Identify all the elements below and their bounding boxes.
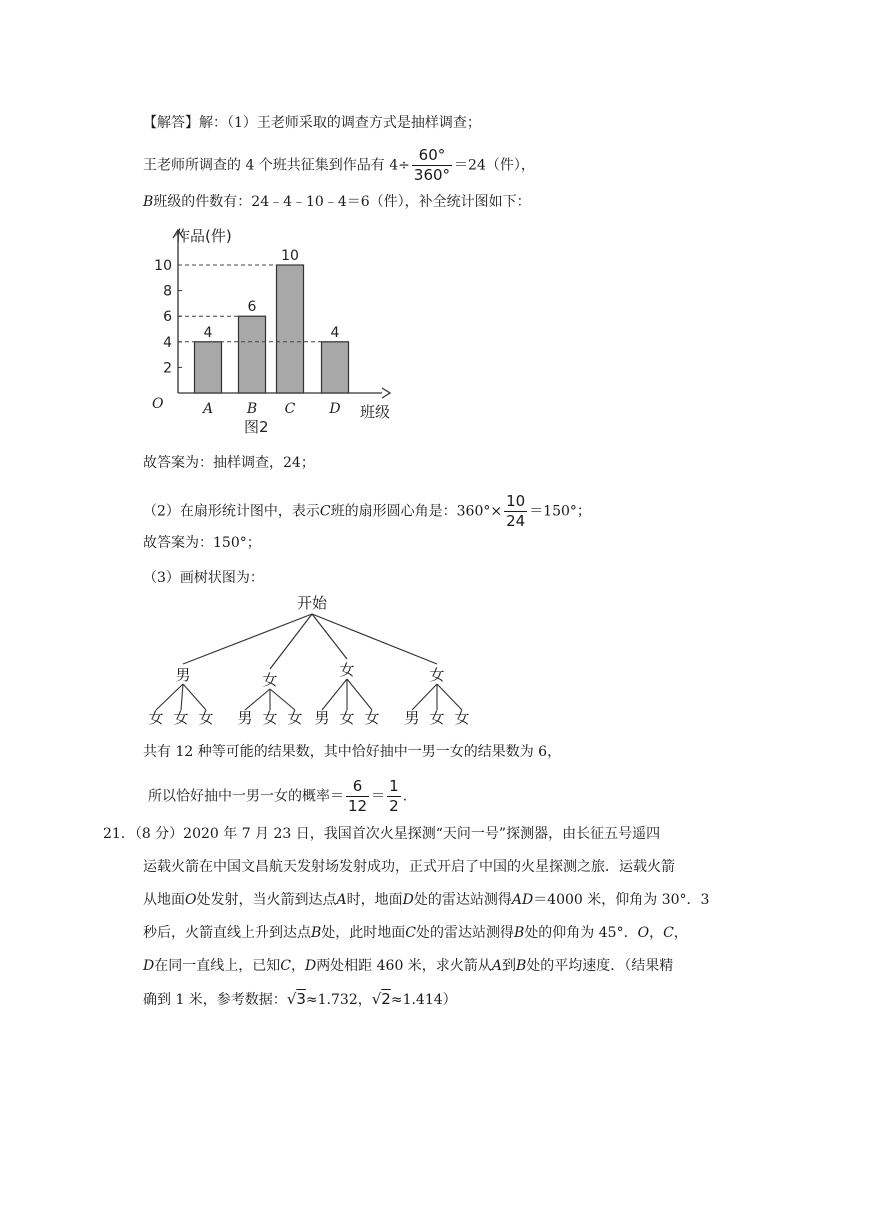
result-line-1: 共有 12 种等可能的结果数，其中恰好抽中一男一女的结果数为 6， (143, 744, 562, 760)
bar-value-label: 10 (281, 248, 299, 264)
answer-line-1: 【解答】解：（1）王老师采取的调查方式是抽样调查； (143, 115, 481, 131)
y-tick-label: 8 (163, 283, 172, 300)
fraction-6-12: $\frac{6}{12}$ (348, 777, 368, 815)
fraction-10-24: $\frac{10}{24}$ (506, 492, 526, 530)
tree-branch-label: 女 (339, 661, 355, 679)
tree-leaf-label: 女 (198, 709, 214, 727)
q21-line-6: 确到 1 米，参考数据：√3≈1.732，√2≈1.414） (143, 990, 457, 1008)
fraction-60-360: $\frac{60^\circ}{360^\circ}$ (413, 146, 451, 184)
q21-line-5: D在同一直线上，已知C，D两处相距 460 米，求火箭从A到B处的平均速度．（结果精 (143, 958, 674, 974)
tree-leaf-line (245, 689, 270, 710)
q21-line-2: 运载火箭在中国文昌航天发射场发射成功，正式开启了中国的火星探测之旅．运载火箭 (143, 859, 675, 875)
tree-leaf-line (183, 684, 206, 710)
bar-chart (140, 220, 410, 445)
answer-2: 故答案为：150°； (143, 535, 261, 551)
tree-leaf-line (270, 689, 295, 710)
tree-leaf-line (181, 684, 183, 710)
bar-b (239, 316, 266, 393)
y-tick-label: 2 (163, 360, 172, 377)
tree-leaf-line (412, 684, 437, 710)
tree-leaf-label: 女 (339, 709, 355, 727)
q21-line-4: 秒后，火箭直线上升到达点B处，此时地面C处的雷达站测得B处的仰角为 45°．O，C， (143, 925, 688, 941)
bar-value-label: 4 (330, 324, 340, 341)
fraction-1-2: $\frac{1}{2}$ (389, 777, 399, 815)
chart-origin: O (152, 396, 164, 412)
tree-leaf-label: 女 (148, 709, 164, 727)
bar-a (195, 342, 222, 393)
tree-branch-label: 女 (262, 671, 278, 689)
y-tick-label: 4 (163, 334, 172, 351)
tree-diagram (140, 590, 510, 730)
result-line-2: 所以恰好抽中一男一女的概率＝ $\frac{6}{12}$ ＝ $\frac{1}{2}$ . (148, 777, 408, 815)
category-label: A (202, 401, 214, 417)
tree-branch-label: 女 (429, 666, 445, 684)
tree-leaf-line (322, 679, 347, 710)
category-label: D (329, 401, 341, 417)
bar-value-label: 6 (247, 299, 257, 316)
tree-leaf-label: 女 (429, 709, 445, 727)
tree-leaf-label: 女 (364, 709, 380, 727)
answer-line-2: 王老师所调查的 4 个班共征集到作品有 4÷ $\frac{60^\circ}{360^\circ}$ ＝24（件）， (143, 146, 535, 184)
chart-xlabel: 班级 (360, 403, 391, 421)
q21-line-1: 21．（8 分）2020 年 7 月 23 日，我国首次火星探测“天问一号”探测器，由长征五号遥四 (103, 826, 661, 842)
bar-c (277, 265, 304, 393)
bar-d (322, 342, 349, 393)
y-tick-label: 10 (154, 258, 172, 274)
answer-1: 故答案为：抽样调查，24； (143, 455, 315, 471)
tree-leaf-line (437, 684, 462, 710)
tree-leaf-line (156, 684, 183, 710)
tree-leaf-label: 男 (404, 709, 420, 727)
q21-line-3: 从地面O处发射，当火箭到达点A时，地面D处的雷达站测得AD＝4000 米，仰角为 30°．3 (143, 892, 710, 908)
category-label: C (284, 401, 296, 417)
tree-leaf-label: 女 (262, 709, 278, 727)
tree-leaf-label: 女 (173, 709, 189, 727)
tree-leaf-label: 男 (314, 709, 330, 727)
answer-line-3: B班级的件数有：24﹣4﹣10﹣4＝6（件），补全统计图如下： (143, 194, 531, 210)
tree-leaf-label: 女 (287, 709, 303, 727)
tree-leaf-label: 女 (454, 709, 470, 727)
chart-ylabel: 作品(件) (175, 227, 232, 245)
sqrt-2: √2 (371, 990, 391, 1008)
tree-leaf-label: 男 (237, 709, 253, 727)
sqrt-3: √3 (286, 990, 306, 1008)
category-label: B (246, 401, 258, 417)
tree-leaf-line (347, 679, 372, 710)
tree-root: 开始 (296, 594, 328, 612)
bar-value-label: 4 (203, 324, 213, 341)
x-axis-arrow (382, 388, 390, 398)
chart-caption: 图2 (244, 418, 269, 436)
part-2: （2）在扇形统计图中，表示C班的扇形圆心角是：360°× $\frac{10}{24}$ ＝150°； (143, 492, 591, 530)
y-tick-label: 6 (163, 309, 172, 326)
part-3: （3）画树状图为： (143, 570, 264, 586)
tree-branch-label: 男 (175, 666, 191, 684)
